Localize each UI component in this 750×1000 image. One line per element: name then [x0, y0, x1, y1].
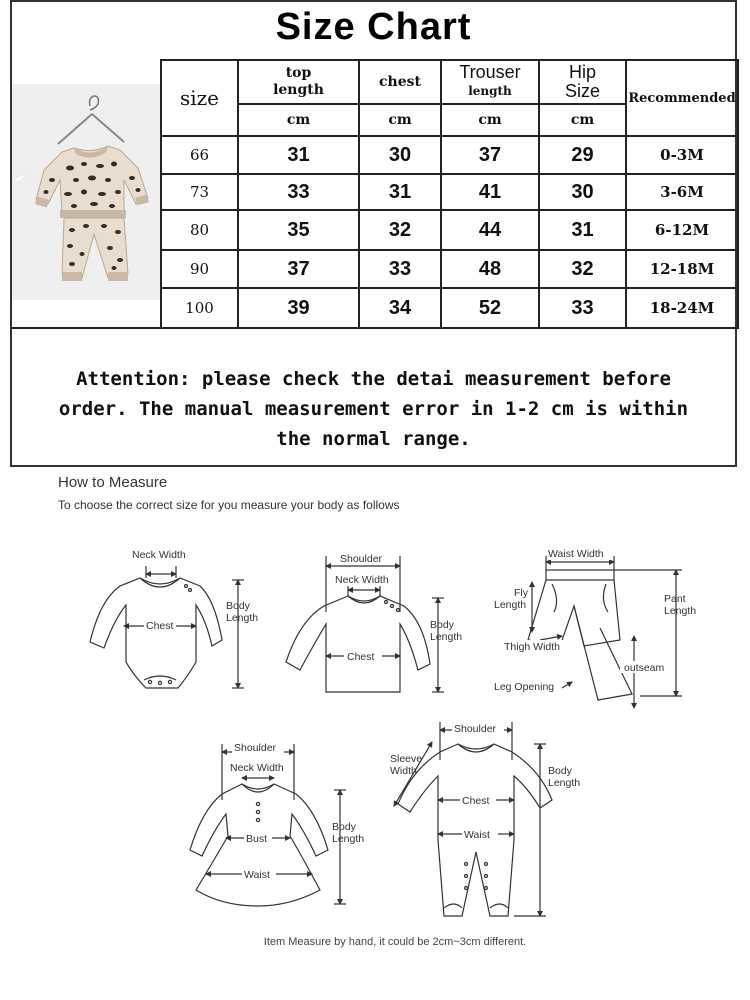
cell-hip: 32	[539, 250, 626, 288]
romper-diagram	[394, 722, 552, 916]
unit-cell: cm	[238, 104, 359, 136]
header-top-length	[238, 60, 359, 104]
header-trouser-length	[441, 60, 539, 104]
size-table	[160, 59, 739, 329]
cell-size: 73	[161, 174, 238, 210]
label-neck-width: Neck Width	[230, 762, 284, 774]
cell-trouser: 37	[441, 136, 539, 174]
cell-chest: 32	[359, 210, 441, 250]
unit-cell: cm	[441, 104, 539, 136]
unit-cell: cm	[359, 104, 441, 136]
label-body-length: Body	[332, 821, 356, 833]
cell-recommended: 3-6M	[626, 174, 738, 210]
cell-top-length: 35	[238, 210, 359, 250]
cell-hip: 31	[539, 210, 626, 250]
label-neck-width: Neck Width	[132, 549, 186, 561]
label-fly-length: Fly	[514, 587, 528, 599]
label-waist: Waist	[244, 869, 270, 881]
cell-top-length: 33	[238, 174, 359, 210]
cell-top-length: 31	[238, 136, 359, 174]
unit-cell: cm	[539, 104, 626, 136]
product-photo	[12, 84, 162, 300]
label-outseam: outseam	[624, 662, 665, 674]
cell-chest: 31	[359, 174, 441, 210]
label-body-length: Length	[226, 612, 259, 624]
label-body-length: Length	[332, 833, 365, 845]
table-row	[161, 136, 738, 174]
label-pant-length: Pant	[664, 593, 686, 605]
label-shoulder: Shoulder	[234, 742, 277, 754]
label-pant-length: Length	[664, 605, 697, 617]
cell-top-length: 39	[238, 288, 359, 328]
label-body-length: Body	[226, 600, 250, 612]
header-hip-line2: Size	[564, 81, 600, 101]
cell-chest: 34	[359, 288, 441, 328]
cell-recommended: 0-3M	[626, 136, 738, 174]
label-sleeve-width: Width	[390, 765, 417, 777]
header-trouser-line2: length	[468, 84, 512, 98]
cell-hip: 29	[539, 136, 626, 174]
label-body-length: Length	[430, 631, 463, 643]
header-top-length-line1: top	[285, 65, 312, 81]
header-chest: chest	[359, 60, 441, 104]
label-leg-opening: Leg Opening	[494, 681, 555, 693]
cell-trouser: 48	[441, 250, 539, 288]
label-chest: Chest	[146, 620, 174, 632]
cell-chest: 33	[359, 250, 441, 288]
table-row	[161, 174, 738, 210]
cell-trouser: 41	[441, 174, 539, 210]
howto-subtitle: To choose the correct size for you measure your body as follows	[58, 498, 400, 512]
label-chest: Chest	[347, 651, 375, 663]
label-body-length: Body	[548, 765, 572, 777]
label-neck-width: Neck Width	[335, 574, 389, 586]
header-trouser-line1: Trouser	[459, 62, 521, 82]
cell-recommended: 12-18M	[626, 250, 738, 288]
cell-top-length: 37	[238, 250, 359, 288]
label-bust: Bust	[246, 833, 268, 845]
attention-line: Attention: please check the detai measurement before	[76, 368, 671, 390]
header-hip-size	[539, 60, 626, 104]
attention-note	[12, 364, 735, 454]
divider	[12, 327, 162, 329]
header-recommended: Recommended	[626, 60, 738, 136]
cell-trouser: 52	[441, 288, 539, 328]
cell-chest: 30	[359, 136, 441, 174]
table-row	[161, 250, 738, 288]
label-sleeve-width: Sleeve	[390, 753, 423, 765]
cell-recommended: 6-12M	[626, 210, 738, 250]
table-row	[161, 210, 738, 250]
header-hip-line1: Hip	[568, 62, 596, 82]
header-size: size	[161, 60, 238, 136]
cell-size: 90	[161, 250, 238, 288]
label-waist: Waist	[464, 829, 490, 841]
label-body-length: Body	[430, 619, 454, 631]
label-shoulder: Shoulder	[340, 553, 383, 565]
table-row	[161, 288, 738, 328]
cell-size: 66	[161, 136, 238, 174]
size-chart	[10, 0, 737, 467]
footer-note: Item Measure by hand, it could be 2cm~3cm different.	[263, 936, 527, 948]
label-thigh-width: Thigh Width	[504, 641, 561, 653]
label-chest: Chest	[462, 795, 490, 807]
label-body-length: Length	[548, 777, 581, 789]
label-waist-width: Waist Width	[548, 548, 604, 560]
cell-hip: 33	[539, 288, 626, 328]
cell-hip: 30	[539, 174, 626, 210]
attention-line: the normal range.	[276, 428, 471, 450]
label-fly-length: Length	[494, 599, 527, 611]
measure-diagrams	[0, 530, 750, 940]
header-top-length-line2: length	[273, 82, 324, 98]
cell-recommended: 18-24M	[626, 288, 738, 328]
cell-size: 80	[161, 210, 238, 250]
attention-line: order. The manual measurement error in 1-2 cm is within	[58, 398, 689, 420]
howto-title: How to Measure	[58, 474, 168, 491]
label-shoulder: Shoulder	[454, 723, 497, 735]
cell-size: 100	[161, 288, 238, 328]
chart-title: Size Chart	[275, 6, 472, 48]
cell-trouser: 44	[441, 210, 539, 250]
